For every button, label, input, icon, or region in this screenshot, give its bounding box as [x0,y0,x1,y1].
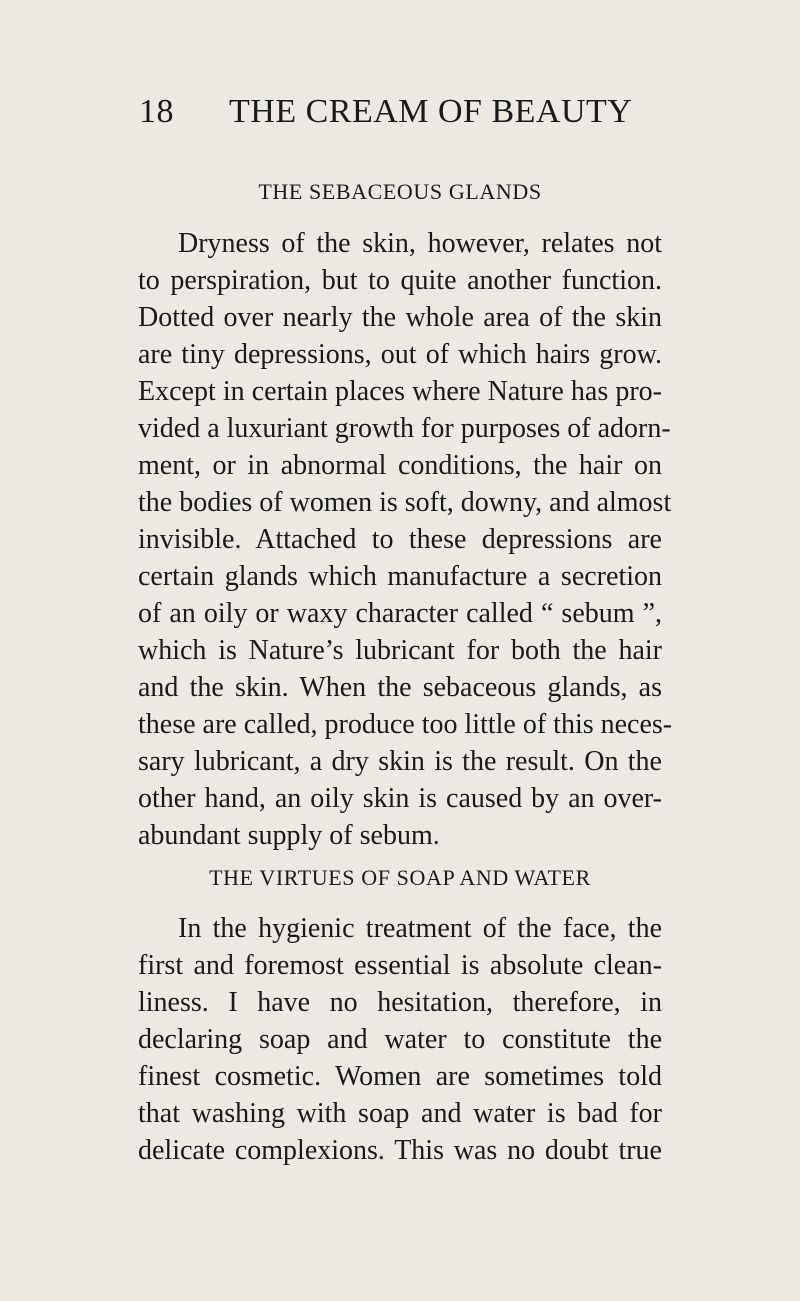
text-line: certain glands which manufacture a secretion [138,561,662,592]
text-line: these are called, produce too little of this neces- [138,709,673,740]
text-line: and the skin. When the sebaceous glands, as [138,672,662,703]
text-line: other hand, an oily skin is caused by an over- [138,783,662,814]
text-line: which is Nature’s lubricant for both the hair [138,635,662,666]
section-heading: THE SEBACEOUS GLANDS [258,179,542,204]
running-head [139,90,670,134]
text-line: are tiny depressions, out of which hairs grow. [138,339,662,370]
text-line: Except in certain places where Nature has pro- [138,376,662,407]
running-title: THE CREAM OF BEAUTY [229,93,633,130]
page-number: 18 [139,93,174,130]
text-line: first and foremost essential is absolute clean- [138,950,662,981]
text-line: Dryness of the skin, however, relates not [178,228,662,259]
text-line: In the hygienic treatment of the face, the [178,913,662,944]
section-heading: THE VIRTUES OF SOAP AND WATER [209,865,591,890]
text-line: the bodies of women is soft, downy, and almost [138,487,672,518]
text-line: Dotted over nearly the whole area of the skin [138,302,662,333]
text-line: delicate complexions. This was no doubt true [138,1135,662,1166]
text-line: liness. I have no hesitation, therefore, in [138,987,662,1018]
text-line: declaring soap and water to constitute the [138,1024,662,1055]
text-line: to perspiration, but to quite another function. [138,265,662,296]
text-line: finest cosmetic. Women are sometimes told [138,1061,662,1092]
text-line: vided a luxuriant growth for purposes of adorn- [138,413,671,444]
text-line: invisible. Attached to these depressions are [138,524,662,555]
text-line: sary lubricant, a dry skin is the result. On the [138,746,662,777]
text-line: ment, or in abnormal conditions, the hair on [138,450,662,481]
text-line: that washing with soap and water is bad for [138,1098,662,1129]
text-line: of an oily or waxy character called “ sebum ”, [138,598,662,629]
text-line: abundant supply of sebum. [138,820,440,851]
